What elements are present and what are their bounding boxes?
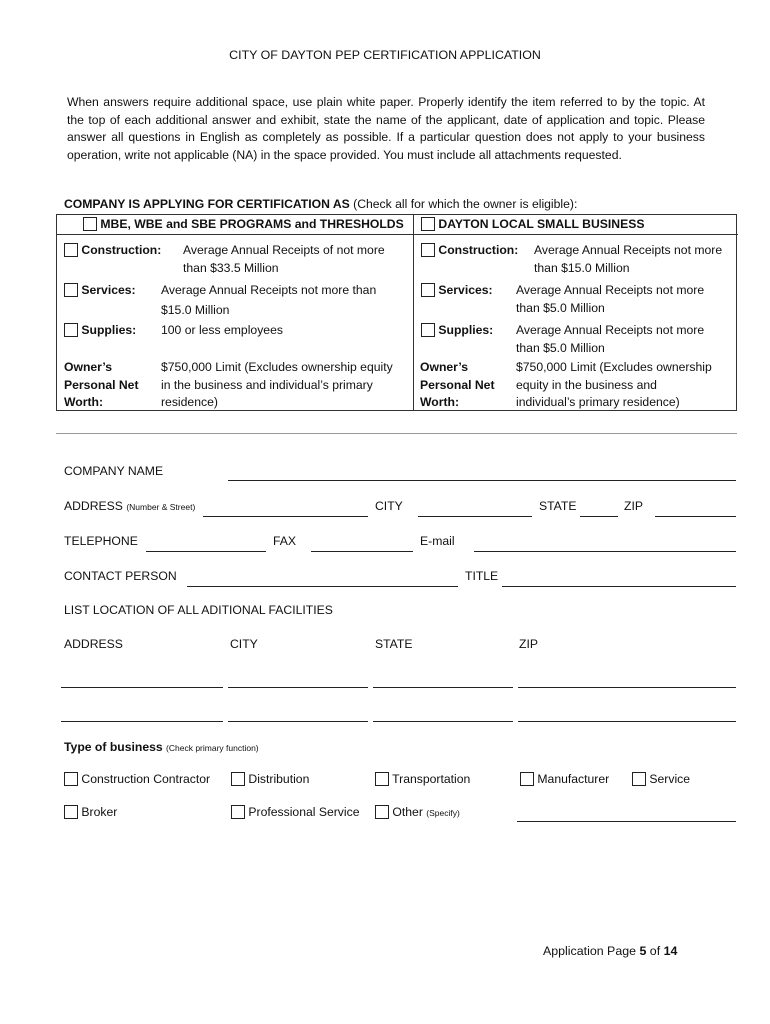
manufacturer-option (520, 772, 609, 786)
left-construction-row (64, 242, 161, 260)
other-note: (Specify) (426, 808, 460, 818)
facilities-label: LIST LOCATION OF ALL ADITIONAL FACILITIES (64, 603, 333, 617)
right-construction-text (534, 242, 722, 277)
facility-zip-header: ZIP (519, 637, 538, 651)
left-networth-text-3: residence) (161, 395, 218, 409)
right-construction-text-2: than $15.0 Million (534, 260, 630, 275)
right-supplies-label: Supplies: (438, 323, 494, 337)
left-construction-checkbox[interactable] (64, 243, 78, 257)
right-networth-label (420, 359, 495, 412)
certification-heading-bold: COMPANY IS APPLYING FOR CERTIFICATION AS (64, 197, 350, 211)
zip-label: ZIP (624, 499, 643, 513)
facility-2-city-field[interactable] (228, 721, 368, 722)
city-label: CITY (375, 499, 403, 513)
left-supplies-label: Supplies: (81, 323, 137, 337)
right-services-text (516, 282, 704, 317)
certification-heading (64, 197, 577, 211)
right-services-text-1: Average Annual Receipts not more (516, 283, 705, 297)
right-services-row (421, 282, 493, 300)
footer-page-total: 14 (663, 944, 678, 958)
other-specify-field[interactable] (517, 821, 736, 822)
right-supplies-row (421, 322, 493, 340)
professional-service-label: Professional Service (248, 805, 360, 819)
facility-2-address-field[interactable] (61, 721, 223, 722)
page-title: CITY OF DAYTON PEP CERTIFICATION APPLICATION (229, 48, 541, 62)
left-header (83, 216, 404, 234)
right-networth-label-1: Owner’s (420, 360, 469, 374)
left-services-checkbox[interactable] (64, 283, 78, 297)
right-construction-label: Construction: (438, 243, 519, 257)
left-supplies-row (64, 322, 136, 340)
left-services-text-2: $15.0 Million (161, 302, 230, 317)
right-header (421, 216, 644, 234)
transportation-option (375, 772, 470, 786)
fax-label: FAX (273, 534, 297, 548)
right-construction-text-1: Average Annual Receipts not more (534, 243, 723, 257)
address-note: (Number & Street) (126, 502, 196, 512)
right-networth-text-1: $750,000 Limit (Excludes ownership (516, 360, 712, 374)
left-services-row (64, 282, 136, 300)
state-field[interactable] (580, 516, 618, 517)
business-type-note: (Check primary function) (166, 743, 259, 753)
facility-1-city-field[interactable] (228, 687, 368, 688)
facility-2-zip-field[interactable] (518, 721, 736, 722)
manufacturer-checkbox[interactable] (520, 772, 534, 786)
facility-1-address-field[interactable] (61, 687, 223, 688)
left-supplies-checkbox[interactable] (64, 323, 78, 337)
distribution-checkbox[interactable] (231, 772, 245, 786)
certification-heading-note: (Check all for which the owner is eligible): (349, 197, 578, 211)
right-services-checkbox[interactable] (421, 283, 435, 297)
footer-page-number: 5 (639, 944, 647, 958)
instructions-paragraph: When answers require additional space, use plain white paper. Properly identify the item referred to by the topic. At the top of each additional answer and exhibit, state the name of the applicant, date of application and topic. Please answer all questions in English as completely as possible. If a particular question does not apply to your business operation, write not applicable (NA) in the space provided. You must include all attachments requested. (67, 95, 705, 162)
transportation-label: Transportation (392, 772, 471, 786)
construction-contractor-label: Construction Contractor (81, 772, 211, 786)
construction-contractor-option (64, 772, 210, 786)
left-supplies-text: 100 or less employees (161, 323, 283, 337)
right-services-text-2: than $5.0 Million (516, 300, 605, 315)
right-services-label: Services: (438, 283, 493, 297)
left-header-label: MBE, WBE and SBE PROGRAMS and THRESHOLDS (100, 217, 404, 231)
facility-address-header: ADDRESS (64, 637, 123, 651)
page-footer (543, 944, 677, 958)
broker-label: Broker (81, 805, 118, 819)
business-type-heading-text: Type of business (64, 740, 163, 754)
left-networth-text-1: $750,000 Limit (Excludes ownership equity (161, 360, 393, 374)
left-networth-label-2: Personal Net (64, 377, 139, 392)
left-networth-text-2: in the business and individual’s primary (161, 377, 373, 392)
facility-city-header: CITY (230, 637, 258, 651)
distribution-option (231, 772, 309, 786)
email-label: E-mail (420, 534, 455, 548)
left-networth-text (161, 359, 393, 412)
left-construction-label: Construction: (81, 243, 162, 257)
right-networth-label-2: Personal Net (420, 377, 495, 392)
title-field[interactable] (502, 586, 736, 587)
right-networth-label-3: Worth: (420, 395, 460, 409)
facility-1-zip-field[interactable] (518, 687, 736, 688)
left-services-text (161, 282, 376, 319)
title-label: TITLE (465, 569, 499, 583)
city-field[interactable] (418, 516, 532, 517)
other-checkbox[interactable] (375, 805, 389, 819)
certification-table (56, 214, 737, 411)
telephone-label: TELEPHONE (64, 534, 138, 548)
fax-field[interactable] (311, 551, 413, 552)
right-networth-text-2: equity in the business and (516, 377, 657, 392)
right-supplies-text-2: than $5.0 Million (516, 340, 605, 355)
footer-of: of (646, 944, 664, 958)
dayton-local-checkbox[interactable] (421, 217, 435, 231)
professional-service-option (231, 805, 359, 819)
address-label (64, 499, 195, 513)
right-supplies-text-1: Average Annual Receipts not more (516, 323, 705, 337)
distribution-label: Distribution (248, 772, 310, 786)
service-label: Service (649, 772, 691, 786)
table-divider-horizontal (57, 234, 738, 235)
facility-state-header: STATE (375, 637, 413, 651)
mbe-wbe-sbe-checkbox[interactable] (83, 217, 97, 231)
left-networth-label-1: Owner’s (64, 360, 113, 374)
zip-field[interactable] (655, 516, 736, 517)
right-supplies-text (516, 322, 704, 357)
transportation-checkbox[interactable] (375, 772, 389, 786)
professional-service-checkbox[interactable] (231, 805, 245, 819)
address-label-text: ADDRESS (64, 499, 123, 513)
left-construction-text-2: than $33.5 Million (183, 260, 279, 275)
right-header-label: DAYTON LOCAL SMALL BUSINESS (438, 217, 645, 231)
table-divider-vertical (413, 215, 414, 411)
facility-1-state-field[interactable] (373, 687, 513, 688)
section-separator (56, 433, 737, 434)
other-label: Other (392, 805, 423, 819)
telephone-field[interactable] (146, 551, 266, 552)
right-networth-text (516, 359, 712, 412)
facility-2-state-field[interactable] (373, 721, 513, 722)
broker-option (64, 805, 117, 819)
service-option (632, 772, 690, 786)
left-construction-text (183, 242, 385, 277)
contact-person-label: CONTACT PERSON (64, 569, 177, 583)
right-construction-checkbox[interactable] (421, 243, 435, 257)
email-field[interactable] (474, 551, 736, 552)
address-field[interactable] (203, 516, 368, 517)
business-type-heading (64, 740, 259, 754)
state-label: STATE (539, 499, 577, 513)
right-networth-text-3: individual’s primary residence) (516, 395, 680, 409)
left-services-text-1: Average Annual Receipts not more than (161, 283, 377, 297)
manufacturer-label: Manufacturer (537, 772, 610, 786)
left-services-label: Services: (81, 283, 136, 297)
left-networth-label (64, 359, 139, 412)
construction-contractor-checkbox[interactable] (64, 772, 78, 786)
company-name-field[interactable] (228, 480, 736, 481)
contact-person-field[interactable] (187, 586, 458, 587)
broker-checkbox[interactable] (64, 805, 78, 819)
right-construction-row (421, 242, 518, 260)
company-name-label: COMPANY NAME (64, 464, 164, 478)
service-checkbox[interactable] (632, 772, 646, 786)
other-option (375, 805, 460, 819)
footer-prefix: Application Page (543, 944, 640, 958)
left-construction-text-1: Average Annual Receipts of not more (183, 243, 385, 257)
right-supplies-checkbox[interactable] (421, 323, 435, 337)
left-networth-label-3: Worth: (64, 395, 104, 409)
